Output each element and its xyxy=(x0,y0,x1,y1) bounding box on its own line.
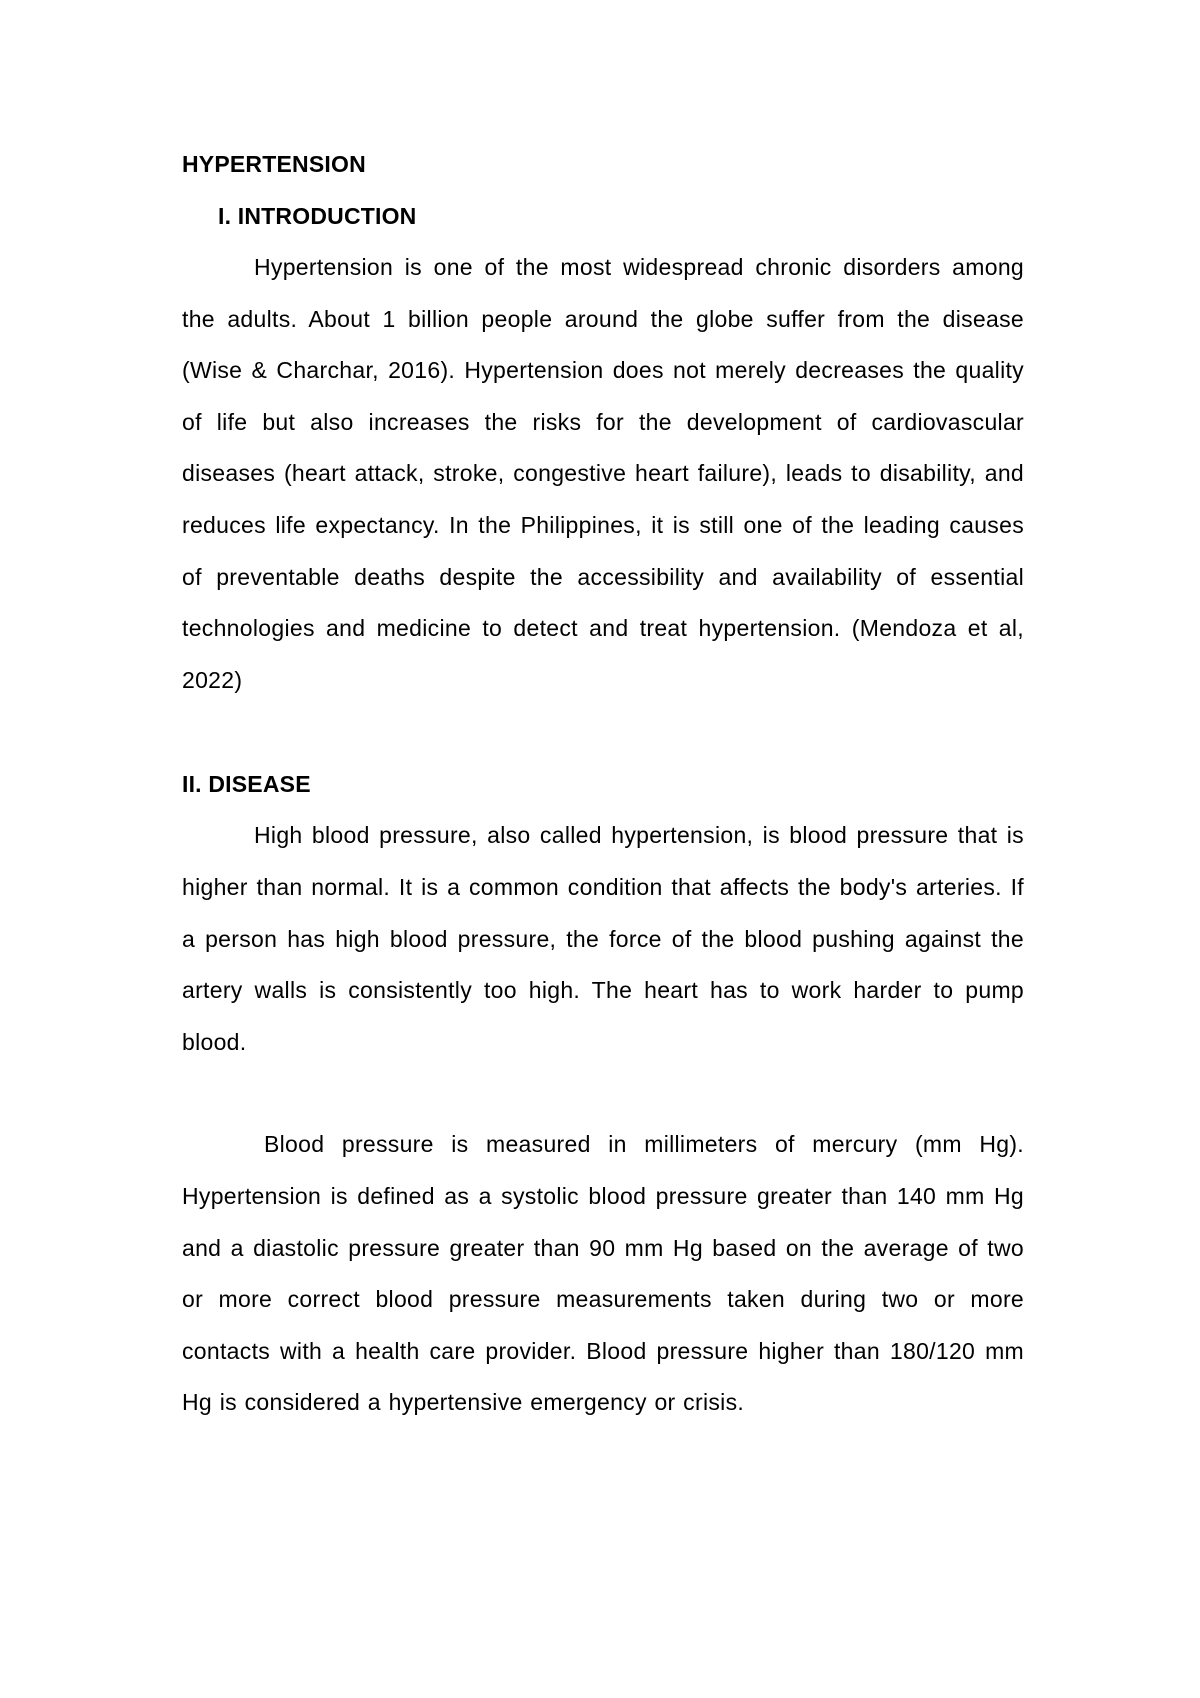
introduction-paragraph: Hypertension is one of the most widespread chronic disorders among the adults. About 1 billion people around the globe suffer from the disease (Wise & Charchar, 2016). Hypertension does not merely decreases the quality of life but also increases the risks for the development of cardiovascular diseases (heart attack, stroke, congestive heart failure), leads to disability, and reduces life expectancy. In the Philippines, it is still one of the leading causes of preventable deaths despite the accessibility and availability of essential technologies and medicine to detect and treat hypertension. (Mendoza et al, 2022) xyxy=(182,254,1024,693)
disease-paragraph-2: Blood pressure is measured in millimeters of mercury (mm Hg). Hypertension is defined as a systolic blood pressure greater than 140 mm Hg and a diastolic pressure greater than 90 mm Hg based on the average of two or more correct blood pressure measurements taken during two or more contacts with a health care provider. Blood pressure higher than 180/120 mm Hg is considered a hypertensive emergency or crisis. xyxy=(182,1131,1024,1416)
section-heading-introduction: I. INTRODUCTION xyxy=(218,203,417,229)
paragraph-spacer xyxy=(182,1068,1024,1119)
document-body xyxy=(182,138,1024,1429)
section-heading-disease: II. DISEASE xyxy=(182,771,311,798)
document-title: HYPERTENSION xyxy=(182,151,366,177)
disease-paragraph-1: High blood pressure, also called hypertension, is blood pressure that is higher than normal. It is a common condition that affects the body's arteries. If a person has high blood pressure, the force of the blood pushing against the artery walls is consistently too high. The heart has to work harder to pump blood. xyxy=(182,822,1024,1055)
section-spacer xyxy=(182,706,1024,758)
